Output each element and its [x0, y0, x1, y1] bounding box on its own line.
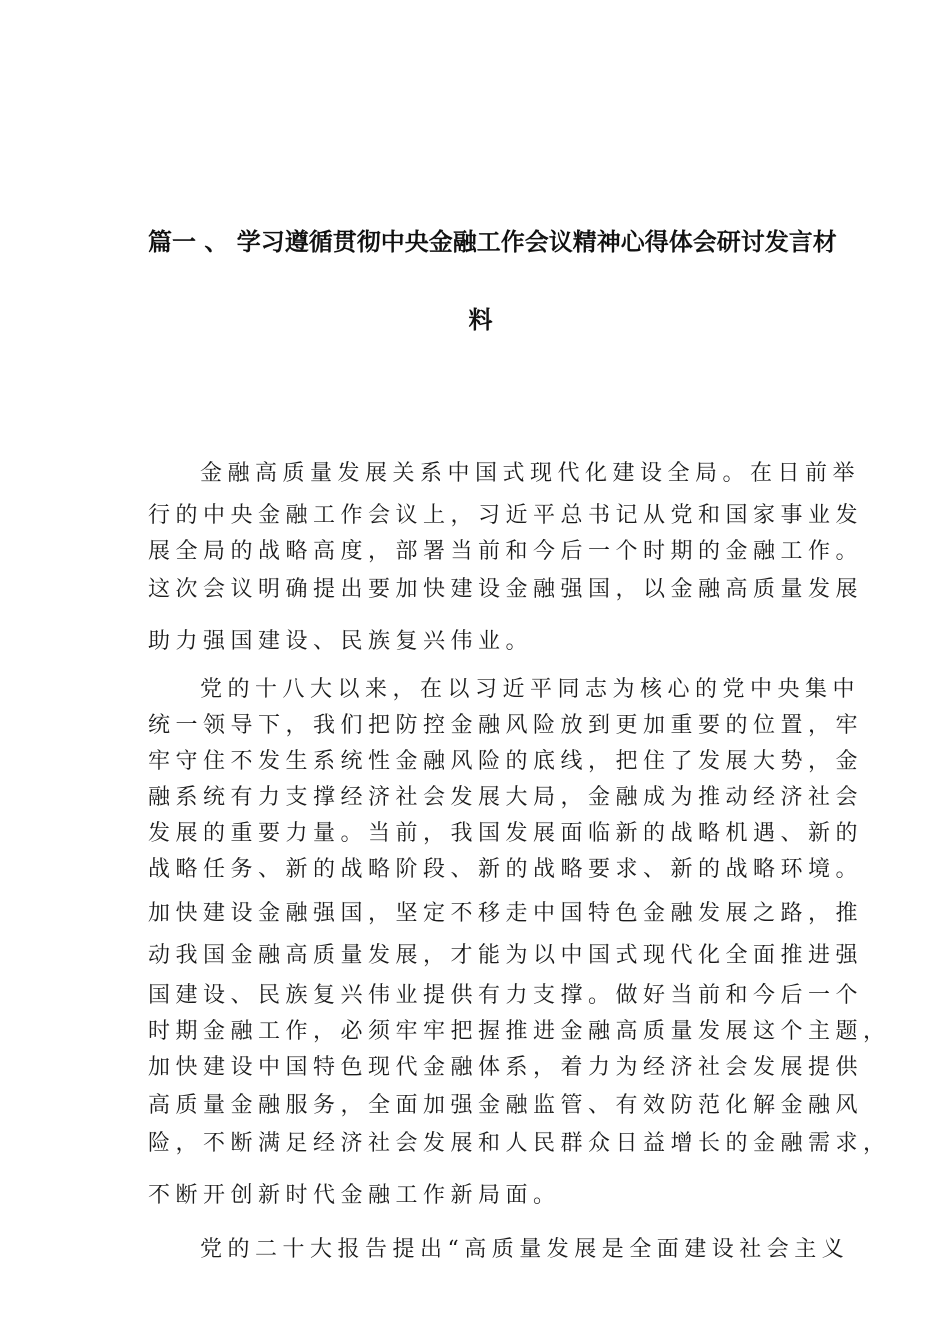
body-line: 这次会议明确提出要加快建设金融强国，以金融高质量发展 — [148, 577, 864, 602]
body-line: 时期金融工作，必须牢牢把握推进金融高质量发展这个主题， — [148, 1019, 891, 1044]
body-line: 不断开创新时代金融工作新局面。 — [148, 1183, 561, 1208]
body-line: 战略任务、新的战略阶段、新的战略要求、新的战略环境。 — [148, 857, 864, 882]
body-line: 融系统有力支撑经济社会发展大局，金融成为推动经济社会 — [148, 785, 864, 810]
body-line: 动我国金融高质量发展，才能为以中国式现代化全面推进强 — [148, 943, 864, 968]
body-line: 发展的重要力量。当前，我国发展面临新的战略机遇、新的 — [148, 821, 864, 846]
body-line: 党的二十大报告提出“高质量发展是全面建设社会主义 — [200, 1237, 850, 1262]
body-line: 助力强国建设、民族复兴伟业。 — [148, 629, 534, 654]
body-line: 高质量金融服务，全面加强金融监管、有效防范化解金融风 — [148, 1093, 864, 1118]
body-line: 展全局的战略高度，部署当前和今后一个时期的金融工作。 — [148, 539, 864, 564]
body-line: 金融高质量发展关系中国式现代化建设全局。在日前举 — [200, 461, 861, 486]
document-title-line-2: 料 — [468, 306, 493, 334]
body-line: 险，不断满足经济社会发展和人民群众日益增长的金融需求， — [148, 1131, 891, 1156]
body-line: 加快建设金融强国，坚定不移走中国特色金融发展之路，推 — [148, 901, 864, 926]
body-line: 行的中央金融工作会议上，习近平总书记从党和国家事业发 — [148, 503, 864, 528]
body-line: 国建设、民族复兴伟业提供有力支撑。做好当前和今后一个 — [148, 983, 864, 1008]
body-line: 加快建设中国特色现代金融体系，着力为经济社会发展提供 — [148, 1055, 864, 1080]
body-line: 牢守住不发生系统性金融风险的底线，把住了发展大势，金 — [148, 749, 864, 774]
document-title-line-1: 篇一 、 学习遵循贯彻中央金融工作会议精神心得体会研讨发言材 — [148, 228, 837, 256]
body-line: 党的十八大以来，在以习近平同志为核心的党中央集中 — [200, 677, 861, 702]
body-line: 统一领导下，我们把防控金融风险放到更加重要的位置，牢 — [148, 713, 864, 738]
